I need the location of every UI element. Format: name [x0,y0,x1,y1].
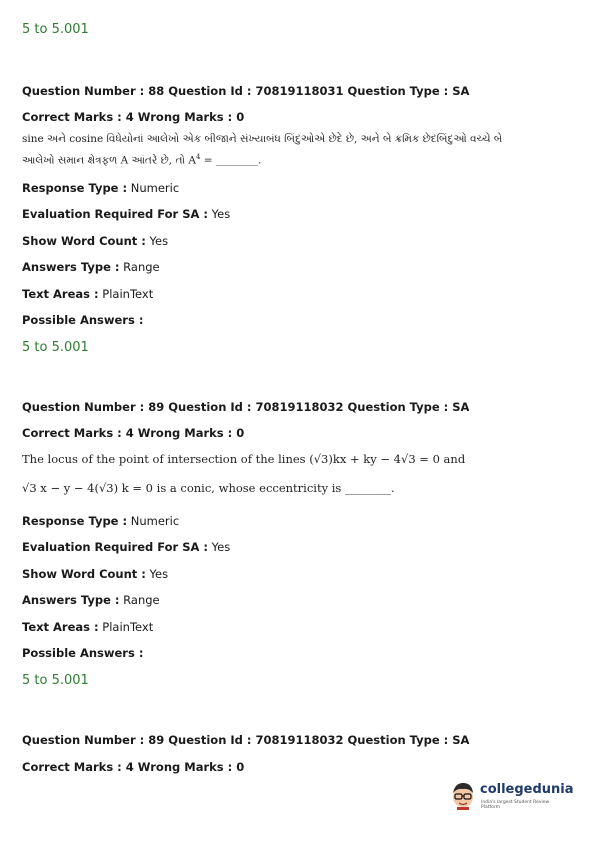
evaluation-required: Evaluation Required For SA : Yes [22,540,231,554]
response-type: Response Type : Numeric [22,181,180,195]
mascot-icon [450,780,476,810]
logo-wordmark: collegedunia [480,782,574,797]
possible-answer-value: 5 to 5.001 [22,340,89,355]
possible-answers-label: Possible Answers : [22,646,144,660]
question-text-line: sine અને cosine વિધેયોનાં આલેખો એક બીજાને સંખ્યાબંધ બિંદુઓએ છેદે છે, અને બે ક્રમિક છેદબિંદુઓ વચ્ચે બે [22,133,503,145]
possible-answer-value: 5 to 5.001 [22,673,89,688]
answers-type: Answers Type : Range [22,593,160,607]
answers-type: Answers Type : Range [22,260,160,274]
response-type: Response Type : Numeric [22,514,180,528]
show-word-count: Show Word Count : Yes [22,234,169,248]
question-header: Question Number : 89 Question Id : 70819118032 Question Type : SA [22,733,470,747]
logo-tagline: India's largest Student Review Platform [481,800,550,810]
question-header: Question Number : 89 Question Id : 70819118032 Question Type : SA [22,400,470,414]
possible-answers-label: Possible Answers : [22,313,144,327]
question-text-line: √3 x − y − 4(√3) k = 0 is a conic, whose eccentricity is ________. [22,481,395,495]
possible-answer-value: 5 to 5.001 [22,22,89,37]
question-marks: Correct Marks : 4 Wrong Marks : 0 [22,426,245,440]
question-marks: Correct Marks : 4 Wrong Marks : 0 [22,760,245,774]
evaluation-required: Evaluation Required For SA : Yes [22,207,231,221]
collegedunia-logo [450,778,574,812]
show-word-count: Show Word Count : Yes [22,567,169,581]
question-text-line: The locus of the point of intersection of the lines (√3)kx + ky − 4√3 = 0 and [22,452,466,466]
question-marks: Correct Marks : 4 Wrong Marks : 0 [22,110,245,124]
question-text-line: આલેખો સમાન ક્ષેત્રફળ A આંતરે છે, તો $A^4$ = ________. [22,153,262,167]
text-areas: Text Areas : PlainText [22,287,154,301]
question-header: Question Number : 88 Question Id : 70819118031 Question Type : SA [22,84,470,98]
text-areas: Text Areas : PlainText [22,620,154,634]
